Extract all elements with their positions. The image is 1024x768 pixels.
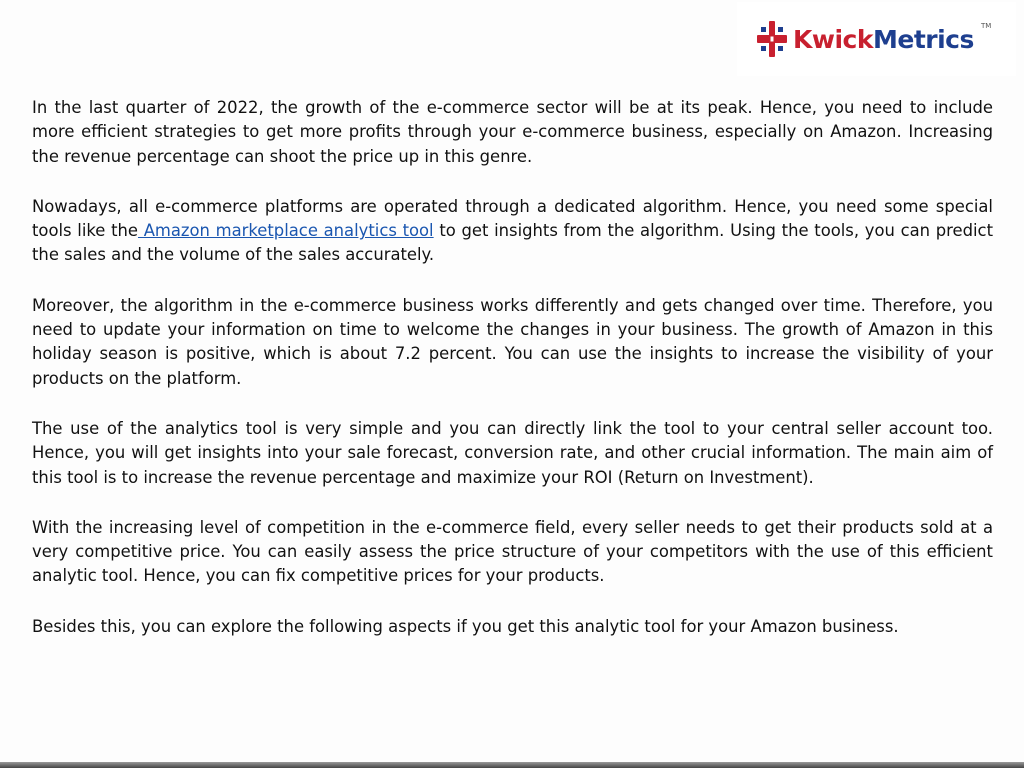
paragraph-2-text-after: to get insights from the algorithm. Using the tools, you can predict the sales and the volume of the sales accurately.	[32, 221, 993, 265]
kwickmetrics-logo	[737, 2, 1016, 76]
trademark-symbol: TM	[981, 22, 992, 30]
paragraph-5: With the increasing level of competition in the e-commerce field, every seller needs to get their products sold at a very competitive price. You can easily assess the price structure of your competitors with the use of this efficient analytic tool. Hence, you can fix competitive prices for your products.	[32, 517, 993, 586]
paragraph-3: Moreover, the algorithm in the e-commerce business works differently and gets changed over time. Therefore, you need to update your information on time to welcome the changes in your business. The growth of Amazon in this holiday season is positive, which is about 7.2 percent. You can use the insights to increase the visibility of your products on the platform.	[32, 295, 993, 388]
logo-text-kwick: Kwick	[793, 24, 873, 54]
paragraph-6: Besides this, you can explore the following aspects if you get this analytic tool for your Amazon business.	[32, 616, 899, 636]
article-body	[32, 96, 993, 665]
amazon-analytics-tool-link[interactable]: Amazon marketplace analytics tool	[137, 221, 434, 241]
logo-text-metrics: Metrics	[872, 24, 974, 54]
kwickmetrics-logo-icon	[757, 21, 787, 57]
paragraph-1: In the last quarter of 2022, the growth of the e-commerce sector will be at its peak. Hence, you need to include more efficient strategies to get more profits through your e-commerce business, especially on Amazon. Increasing the revenue percentage can shoot the price up in this genre.	[32, 98, 993, 166]
logo-text	[793, 24, 974, 54]
bottom-divider	[0, 762, 1024, 768]
paragraph-2-text-before: Nowadays, all e-commerce platforms are operated through a dedicated algorithm. Hence, you need some special tools like the	[32, 196, 993, 241]
paragraph-4: The use of the analytics tool is very simple and you can directly link the tool to your central seller account too. Hence, you will get insights into your sale forecast, conversion rate, and other crucial information. The main aim of this tool is to increase the revenue percentage and maximize your ROI (Return on Investment).	[32, 418, 993, 487]
paragraph-2	[32, 195, 993, 268]
